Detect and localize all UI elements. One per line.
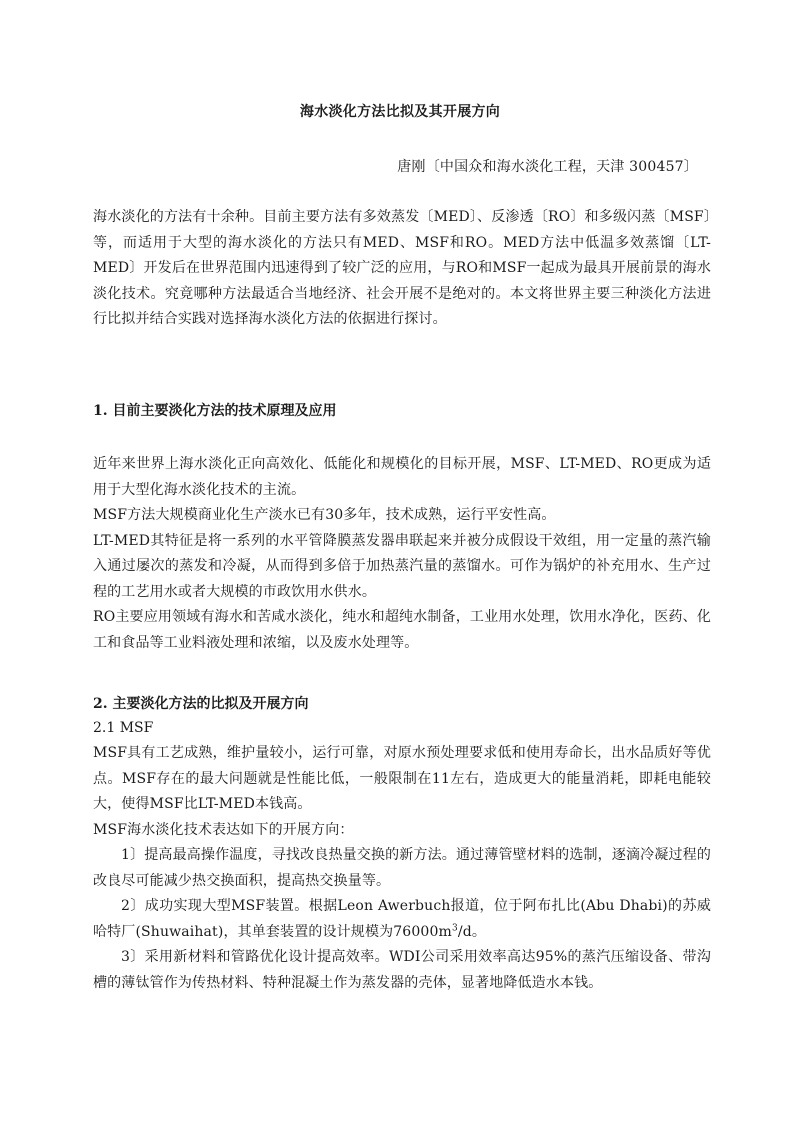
msf-paragraph-2: MSF海水淡化技术表达如下的开展方向： (93, 821, 354, 838)
msf-item-3: 3〕采用新材料和管路优化设计提高效率。WDI公司采用效率高达95%的蒸汽压缩设备、带沟槽的薄钛管作为传热材料、特种混凝土作为蒸发器的壳体，显著地降低造水本钱。 (93, 949, 711, 991)
abstract-text: 海水淡化的方法有十余种。目前主要方法有多效蒸发〔MED〕、反渗透〔RO〕和多级闪蒸〔MSF〕等，而适用于大型的海水淡化的方法只有MED、MSF和RO。MED方法中低温多效蒸馏〔LT-MED〕开发后在世界范围内迅速得到了较广泛的应用，与RO和MSF一起成为最具开展前景的海水淡化技术。究竟哪种方法最适合当地经济、社会开展不是绝对的。本文将世界主要三种淡化方法进行比拟并结合实践对选择海水淡化方法的依据进行探讨。 (93, 209, 711, 327)
document-title: 海水淡化方法比拟及其开展方向 (299, 104, 501, 120)
msf-item-1: 1〕提高最高操作温度，寻找改良热量交换的新方法。通过薄管壁材料的选制，逐滴冷凝过程的改良尽可能减少热交换面积，提高热交换量等。 (93, 847, 711, 889)
subsection-2-1-heading: 2.1 MSF (93, 720, 154, 736)
section-2-heading: 2. 主要淡化方法的比拟及开展方向 (93, 696, 309, 712)
section-1-body (93, 452, 711, 656)
msf-item-2-text: 2〕成功实现大型MSF装置。根据Leon Awerbuch报道，位于阿布扎比(Abu Dhabi)的苏威哈特厂(Shuwaihat)，其单套装置的设计规模为76000m (93, 898, 711, 940)
msf-item-2-unit: /d。 (457, 923, 486, 940)
msf-item-2 (93, 894, 711, 945)
section-1-paragraph-3: LT-MED其特征是将一系列的水平管降膜蒸发器串联起来并被分成假设干效组，用一定量的蒸汽输入通过屡次的蒸发和冷凝，从而得到多倍于加热蒸汽量的蒸馏水。可作为锅炉的补充用水、生产过程的工艺用水或者大规模的市政饮用水供水。 (93, 532, 711, 600)
author-line: 唐刚〔中国众和海水淡化工程，天津 300457〕 (397, 159, 698, 175)
section-1-paragraph-2: MSF方法大规模商业化生产淡水已有30多年，技术成熟，运行平安性高。 (93, 507, 556, 523)
superscript-3: 3 (451, 922, 458, 933)
section-2-body (93, 741, 711, 996)
msf-paragraph-1: MSF具有工艺成熟，维护量较小，运行可靠，对原水预处理要求低和使用寿命长，出水品质好等优点。MSF存在的最大问题就是性能比低，一般限制在11左右，造成更大的能量消耗，即耗电能较大，使得MSF比LT-MED本钱高。 (93, 745, 711, 812)
section-1-paragraph-1: 近年来世界上海水淡化正向高效化、低能化和规模化的目标开展，MSF、LT-MED、RO更成为适用于大型化海水淡化技术的主流。 (93, 456, 711, 498)
abstract-paragraph (93, 205, 711, 333)
section-1-paragraph-4: RO主要应用领域有海水和苦咸水淡化，纯水和超纯水制备，工业用水处理，饮用水净化，医药、化工和食品等工业料液处理和浓缩，以及废水处理等。 (93, 609, 711, 651)
section-1-heading: 1. 目前主要淡化方法的技术原理及应用 (93, 403, 337, 419)
